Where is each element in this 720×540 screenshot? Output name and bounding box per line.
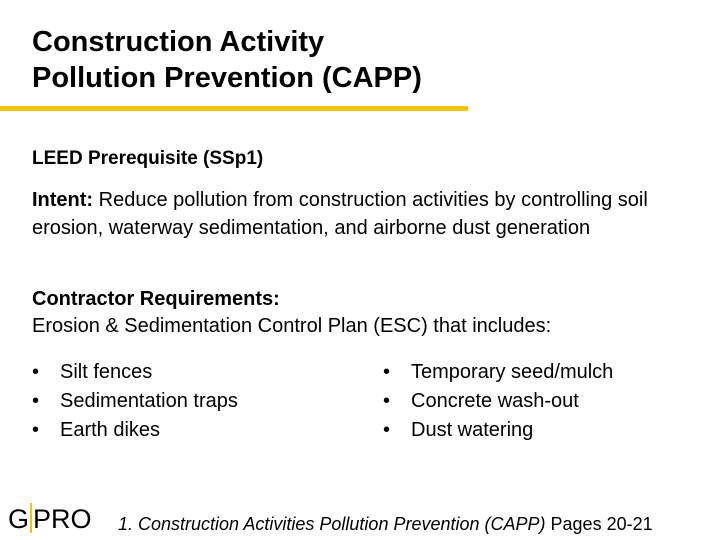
gpro-logo — [8, 502, 92, 536]
logo-divider — [30, 503, 32, 533]
logo-text-pro: PRO — [33, 504, 92, 534]
list-item — [383, 416, 613, 445]
intent-text: Reduce pollution from construction activities by controlling soil erosion, waterway sedimentation, and airborne dust generation — [32, 189, 648, 239]
title-line-2: Pollution Prevention (CAPP) — [32, 62, 422, 94]
footer-citation — [118, 512, 718, 536]
bullet-icon: • — [32, 419, 40, 441]
citation-pages: Pages 20-21 — [545, 514, 653, 534]
list-item — [32, 416, 238, 445]
contractor-label: Contractor Requirements: — [32, 288, 280, 310]
citation-title: 1. Construction Activities Pollution Prevention (CAPP) — [118, 514, 546, 534]
list-item — [32, 387, 238, 416]
bullet-icon: • — [383, 419, 391, 441]
list-item-label: Dust watering — [411, 419, 534, 441]
intent-paragraph — [32, 186, 702, 242]
slide-title — [32, 24, 692, 96]
list-item-label: Silt fences — [60, 361, 153, 383]
requirements-list-right — [383, 358, 613, 445]
title-line-1: Construction Activity — [32, 26, 325, 58]
bullet-icon: • — [32, 361, 40, 383]
prerequisite-heading: LEED Prerequisite (SSp1) — [32, 148, 264, 169]
list-item-label: Temporary seed/mulch — [411, 361, 614, 383]
list-item — [383, 387, 613, 416]
logo-letter-g: G — [8, 504, 30, 534]
title-underline — [0, 106, 468, 111]
list-item-label: Earth dikes — [60, 419, 161, 441]
list-item — [383, 358, 613, 387]
bullet-icon: • — [32, 390, 40, 412]
requirements-list-left — [32, 358, 238, 445]
bullet-icon: • — [383, 390, 391, 412]
bullet-icon: • — [383, 361, 391, 383]
list-item — [32, 358, 238, 387]
list-item-label: Sedimentation traps — [60, 390, 238, 412]
list-item-label: Concrete wash-out — [411, 390, 579, 412]
contractor-requirements — [32, 286, 702, 340]
contractor-text: Erosion & Sedimentation Control Plan (ESC) that includes: — [32, 315, 552, 337]
intent-label: Intent: — [32, 189, 94, 211]
